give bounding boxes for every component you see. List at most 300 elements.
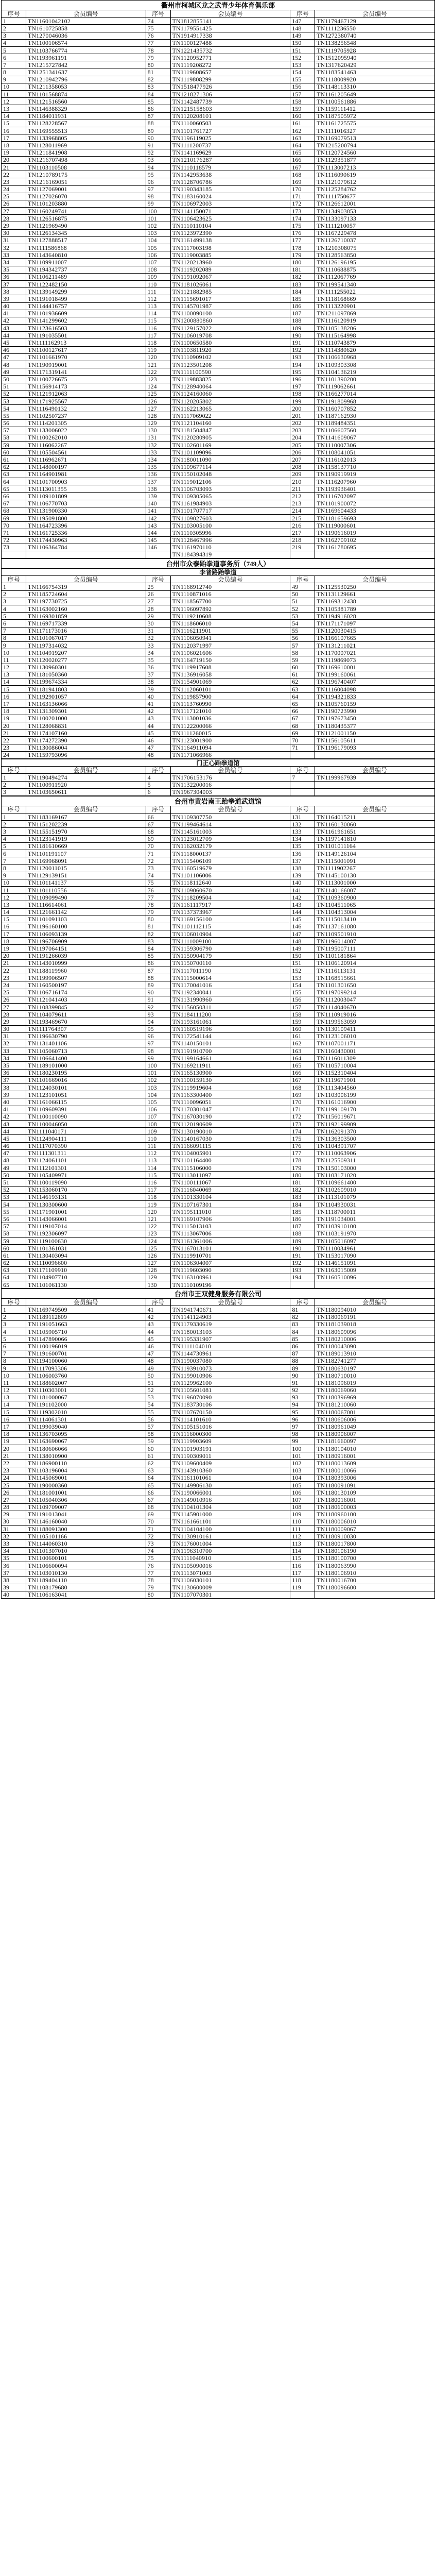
table-row [2,930,435,938]
member-id-cell: TN1171109910 [26,1266,146,1274]
member-id-cell: TN1101203880 [26,200,146,207]
seq-cell: 95 [146,1025,170,1032]
table-row [2,693,435,700]
member-id-cell: TN1110919016 [315,1011,435,1018]
table-row [2,120,435,127]
seq-cell: 56 [2,419,26,427]
seq-cell: 14 [2,112,26,120]
seq-cell: 104 [146,236,170,244]
member-id-cell: TN1109609391 [26,1106,146,1113]
table-row [2,1533,435,1540]
member-id-cell: TN1105101166 [26,1533,146,1540]
member-id-cell: TN1199039040 [26,1423,146,1430]
seq-cell: 99 [146,1055,170,1062]
table-row [2,1526,435,1533]
member-id-cell: TN1100106574 [26,39,146,46]
member-id-cell: TN1107167301 [170,1201,290,1208]
seq-cell: 19 [2,149,26,156]
seq-cell: 90 [290,1372,315,1379]
member-id-cell: TN1182741277 [315,1357,435,1364]
seq-cell: 82 [290,1313,315,1320]
member-id-cell: TN1185724604 [26,590,146,598]
table-row [2,894,435,901]
seq-cell: 41 [146,700,170,707]
seq-cell: 82 [146,76,170,83]
table-row [2,1164,435,1172]
table-row [2,507,435,514]
seq-cell: 4 [2,835,26,842]
seq-cell: 79 [146,908,170,916]
seq-cell: 45 [146,1335,170,1343]
seq-cell: 35 [2,1554,26,1562]
seq-cell: 21 [2,959,26,967]
member-id-cell: TN1187162930 [315,412,435,419]
member-id-cell: TN1151202239 [26,821,146,828]
seq-cell: 31 [2,1032,26,1040]
seq-cell: 47 [2,353,26,361]
member-id-cell [315,788,435,795]
seq-cell: 148 [290,25,315,32]
member-id-cell: TN1194916028 [315,613,435,620]
member-id-cell: TN1192199909 [315,1120,435,1127]
seq-cell: 107 [290,1496,315,1503]
table-row [2,1496,435,1503]
member-id-cell: TN1210789175 [26,171,146,178]
seq-cell: 84 [146,91,170,98]
seq-cell: 124 [146,383,170,390]
member-id-cell: TN1130086004 [26,744,146,751]
member-id-cell: TN1180009067 [315,1526,435,1533]
member-id-cell: TN1109501910 [315,930,435,938]
seq-cell: 53 [290,613,315,620]
member-id-cell: TN1191102000 [26,1401,146,1408]
seq-cell: 80 [146,1591,170,1598]
table-row [2,478,435,485]
member-id-cell: TN1180960100 [315,1511,435,1518]
seq-cell: 113 [290,1540,315,1547]
seq-cell: 27 [146,598,170,605]
seq-cell [290,1281,315,1289]
seq-cell: 21 [2,1452,26,1460]
member-id-cell: TN1191035501 [26,332,146,339]
member-id-cell: TN1110871016 [170,590,290,598]
seq-cell: 73 [146,865,170,872]
member-id-cell: TN1111301311 [26,1149,146,1157]
column-header-seq: 序号 [146,806,170,813]
seq-cell: 45 [146,730,170,737]
member-id-cell: TN1117070390 [26,1142,146,1149]
member-id-cell: TN1161961651 [315,828,435,835]
table-row [2,1069,435,1076]
member-id-cell: TN1512095940 [315,54,435,61]
member-id-cell: TN1128228567 [26,120,146,127]
seq-cell: 116 [290,1562,315,1569]
seq-cell: 164 [290,142,315,149]
member-id-cell: TN1111009100 [170,938,290,945]
member-id-cell: TN1113404560 [315,1084,435,1091]
member-id-cell: TN1189484351 [315,419,435,427]
seq-cell: 193 [290,353,315,361]
member-id-cell: TN1166107665 [315,634,435,641]
member-id-cell: TN1145161003 [170,828,290,835]
member-id-cell: TN1197141810 [315,835,435,842]
member-id-cell: TN1211358053 [26,83,146,90]
member-id-cell: TN1106600094 [26,1562,146,1569]
seq-cell: 6 [2,620,26,627]
member-id-cell: TN1106304007 [170,1259,290,1266]
table-row [2,598,435,605]
seq-cell: 33 [146,641,170,649]
column-header-member-id: 会员编号 [26,1299,146,1306]
seq-cell: 35 [2,1062,26,1069]
member-id-cell: TN1103811920 [170,346,290,353]
seq-cell: 179 [290,251,315,259]
member-id-cell: TN1189404110 [26,1577,146,1584]
member-id-cell: TN1130403094 [26,1252,146,1259]
member-id-cell: TN1119869073 [315,656,435,664]
member-id-cell: TN1118700011 [315,1208,435,1215]
member-id-cell: TN1129962100 [170,1379,290,1386]
seq-cell: 122 [146,1223,170,1230]
seq-cell: 146 [146,544,170,551]
seq-cell: 69 [146,1511,170,1518]
seq-cell: 76 [146,886,170,893]
member-id-cell: TN1149126104 [315,850,435,857]
seq-cell: 17 [2,1423,26,1430]
seq-cell: 144 [290,908,315,916]
seq-cell: 72 [2,536,26,544]
seq-cell: 215 [290,514,315,521]
member-id-cell: TN1199160061 [315,671,435,678]
seq-cell: 43 [146,1320,170,1328]
seq-cell: 49 [290,583,315,590]
seq-cell: 42 [2,1113,26,1120]
table-row [2,1423,435,1430]
seq-cell: 88 [290,1357,315,1364]
seq-cell: 28 [146,605,170,613]
seq-cell: 131 [146,434,170,441]
member-table [1,759,435,796]
seq-cell: 128 [146,412,170,419]
member-id-cell: TN1106364784 [26,544,146,551]
seq-cell: 2 [2,821,26,828]
seq-cell: 8 [2,634,26,641]
seq-cell: 48 [146,1357,170,1364]
seq-cell: 188 [290,1230,315,1237]
seq-cell: 93 [146,156,170,163]
seq-cell: 81 [290,1306,315,1313]
seq-cell: 216 [290,522,315,529]
table-row [2,700,435,707]
seq-cell: 132 [146,442,170,449]
seq-cell: 10 [2,83,26,90]
seq-cell: 69 [2,514,26,521]
seq-cell: 59 [2,442,26,449]
table-row [2,1135,435,1142]
table-row [2,664,435,671]
seq-cell: 52 [290,605,315,613]
seq-cell [2,551,26,558]
seq-cell: 87 [146,967,170,974]
seq-cell: 112 [146,1149,170,1157]
member-id-cell: TN1121969490 [26,222,146,229]
table-row [2,76,435,83]
member-id-cell: TN1180961049 [315,1423,435,1430]
member-id-cell: TN1161066115 [26,1098,146,1106]
seq-cell: 136 [290,850,315,857]
member-id-cell: TN1105060713 [26,1047,146,1055]
member-id-cell: TN1199109170 [315,1106,435,1113]
column-header-seq: 序号 [290,1299,315,1306]
member-id-cell: TN1129139151 [26,872,146,879]
member-id-cell: TN1180010066 [315,1467,435,1474]
member-id-cell: TN1118606010 [170,620,290,627]
seq-cell [146,551,170,558]
member-id-cell: TN1116062267 [26,442,146,449]
member-id-cell: TN1110688875 [315,266,435,273]
seq-cell: 167 [290,163,315,171]
seq-cell: 74 [146,18,170,25]
seq-cell: 101 [146,1069,170,1076]
member-id-cell: TN1101191107 [26,850,146,857]
member-id-cell: TN1180067001 [315,1409,435,1416]
seq-cell: 75 [146,25,170,32]
seq-cell: 70 [290,737,315,744]
member-id-cell: TN1101707717 [170,507,290,514]
member-id-cell: TN1181610669 [26,842,146,850]
seq-cell: 191 [290,339,315,346]
member-id-cell: TN1131990960 [170,996,290,1003]
seq-cell: 161 [290,120,315,127]
seq-cell: 122 [146,368,170,376]
column-header-seq: 序号 [2,10,26,18]
member-id-cell: TN1181660097 [315,1437,435,1445]
member-id-cell: TN1111100590 [170,368,290,376]
member-id-cell: TN1111260015 [170,730,290,737]
seq-cell: 63 [2,1266,26,1274]
member-id-cell: TN1103010130 [26,1569,146,1577]
seq-cell: 94 [290,1401,315,1408]
seq-cell: 34 [2,1055,26,1062]
member-id-cell: TN1103005100 [170,522,290,529]
member-id-cell: TN1192306097 [26,1230,146,1237]
seq-cell: 30 [2,1518,26,1525]
seq-cell: 33 [2,251,26,259]
seq-cell [290,751,315,758]
table-row [2,1386,435,1394]
member-id-cell: TN1125530250 [315,583,435,590]
member-id-cell: TN1100911920 [26,781,146,788]
member-id-cell: TN1161101061 [170,1474,290,1481]
member-id-cell: TN1191018499 [26,295,146,302]
seq-cell: 88 [146,120,170,127]
member-id-cell: TN1107670150 [170,1409,290,1416]
member-id-cell: TN1103196004 [26,1467,146,1474]
member-id-cell: TN1162213065 [170,405,290,412]
table-row [2,244,435,251]
table-row [2,142,435,149]
member-id-cell: TN1104930031 [315,1201,435,1208]
seq-cell: 62 [290,678,315,685]
header-row [2,806,435,813]
table-row [2,1076,435,1083]
member-id-cell: TN1179467129 [315,18,435,25]
member-id-cell [315,751,435,758]
table-row [2,236,435,244]
seq-cell: 21 [2,163,26,171]
member-id-cell: TN1121104160 [170,419,290,427]
table-row [2,590,435,598]
member-id-cell: TN1150700110 [170,959,290,967]
seq-cell: 171 [290,193,315,200]
seq-cell: 112 [146,295,170,302]
member-id-cell: TN1108399845 [26,1003,146,1010]
member-id-cell: TN1193910073 [170,1364,290,1371]
table-row [2,112,435,120]
member-id-cell: TN1190343185 [170,185,290,193]
table-row [2,32,435,39]
seq-cell: 106 [146,1106,170,1113]
table-row [2,61,435,69]
member-id-cell: TN1121661142 [26,908,146,916]
seq-cell: 46 [146,1343,170,1350]
table-row [2,656,435,664]
seq-cell: 60 [290,664,315,671]
member-id-cell: TN1161016900 [315,1098,435,1106]
seq-cell: 7 [2,61,26,69]
member-id-cell [315,781,435,788]
seq-cell: 158 [290,98,315,105]
section-title: 台州市黄岩南王跆拳道武道馆 [1,796,435,806]
seq-cell: 172 [290,1113,315,1120]
seq-cell: 59 [290,656,315,664]
member-id-cell: TN1914917338 [170,32,290,39]
member-id-cell: TN1106607560 [315,427,435,434]
seq-cell: 158 [290,1011,315,1018]
member-id-cell: TN1192901057 [26,693,146,700]
seq-cell: 54 [146,1401,170,1408]
seq-cell: 78 [146,901,170,908]
member-table [1,806,435,1289]
table-row [2,1062,435,1069]
member-id-cell: TN1110305996 [170,529,290,536]
member-id-cell: TN1108179680 [26,1584,146,1591]
table-row [2,434,435,441]
table-row [2,1018,435,1025]
seq-cell: 48 [146,751,170,758]
seq-cell: 36 [2,1069,26,1076]
seq-cell: 30 [146,620,170,627]
member-id-cell: TN1101390200 [315,376,435,383]
seq-cell: 32 [146,634,170,641]
seq-cell: 37 [146,671,170,678]
member-id-cell: TN1120208101 [170,112,290,120]
seq-cell: 22 [2,171,26,178]
seq-cell: 63 [146,1467,170,1474]
member-id-cell: TN1199164661 [170,1055,290,1062]
table-row [2,412,435,419]
member-id-cell: TN1112003047 [315,996,435,1003]
member-id-cell: TN1180906007 [315,1430,435,1437]
seq-cell: 209 [290,470,315,478]
seq-cell: 139 [146,493,170,500]
seq-cell: 68 [146,828,170,835]
seq-cell: 38 [2,288,26,295]
table-row [2,1350,435,1357]
seq-cell: 94 [146,163,170,171]
member-id-cell: TN1170007021 [315,649,435,656]
member-id-cell: TN1150103000 [315,1164,435,1172]
member-id-cell: TN1180013609 [315,1460,435,1467]
member-id-cell: TN1106019708 [170,332,290,339]
member-id-cell: TN1106716174 [26,989,146,996]
member-id-cell: TN1100262010 [26,434,146,441]
member-id-cell: TN1141124903 [170,1313,290,1320]
section-title: 衢州市柯城区龙之武青少年体育俱乐部 [1,0,435,10]
seq-cell: 81 [146,69,170,76]
member-id-cell: TN1180609096 [315,1328,435,1335]
seq-cell: 30 [2,229,26,236]
seq-cell: 39 [2,295,26,302]
member-id-cell: TN1179551425 [170,25,290,32]
seq-cell: 8 [2,865,26,872]
table-row [2,1193,435,1200]
table-row [2,522,435,529]
seq-cell: 57 [2,1223,26,1230]
table-row [2,1245,435,1252]
table-row [2,744,435,751]
table-row [2,879,435,886]
seq-cell: 40 [2,1591,26,1598]
member-id-cell: TN1188119960 [26,967,146,974]
column-header-seq: 序号 [290,767,315,774]
table-row [2,419,435,427]
seq-cell: 71 [2,529,26,536]
member-id-cell: TN1156050311 [170,1003,290,1010]
column-header-member-id: 会员编号 [26,576,146,583]
member-id-cell: TN1116113131 [315,967,435,974]
member-id-cell: TN1111236550 [315,25,435,32]
seq-cell: 22 [2,967,26,974]
member-id-cell: TN1160519196 [170,1025,290,1032]
table-row [2,1172,435,1179]
member-id-cell: TN1115164998 [315,332,435,339]
table-row [2,1274,435,1281]
seq-cell: 142 [290,894,315,901]
seq-cell: 183 [290,1193,315,1200]
table-row [2,1106,435,1113]
member-id-cell: TN1161970110 [170,544,290,551]
member-id-cell: TN1101361031 [26,1245,146,1252]
seq-cell: 106 [146,251,170,259]
seq-cell: 51 [2,1179,26,1186]
table-row [2,649,435,656]
member-id-cell: TN1610725858 [26,25,146,32]
seq-cell: 181 [290,266,315,273]
member-id-cell: TN1113071003 [170,1569,290,1577]
seq-cell: 43 [2,325,26,332]
seq-cell: 93 [290,1394,315,1401]
member-id-cell: TN1100046050 [26,1120,146,1127]
seq-cell: 126 [146,1252,170,1259]
member-id-cell: TN1115691017 [170,295,290,302]
seq-cell: 49 [2,1164,26,1172]
member-id-cell: TN1180106910 [315,1569,435,1577]
seq-cell: 90 [146,989,170,996]
member-id-cell: TN1145100130 [315,872,435,879]
member-id-cell: TN1162709102 [315,536,435,544]
table-row [2,1149,435,1157]
